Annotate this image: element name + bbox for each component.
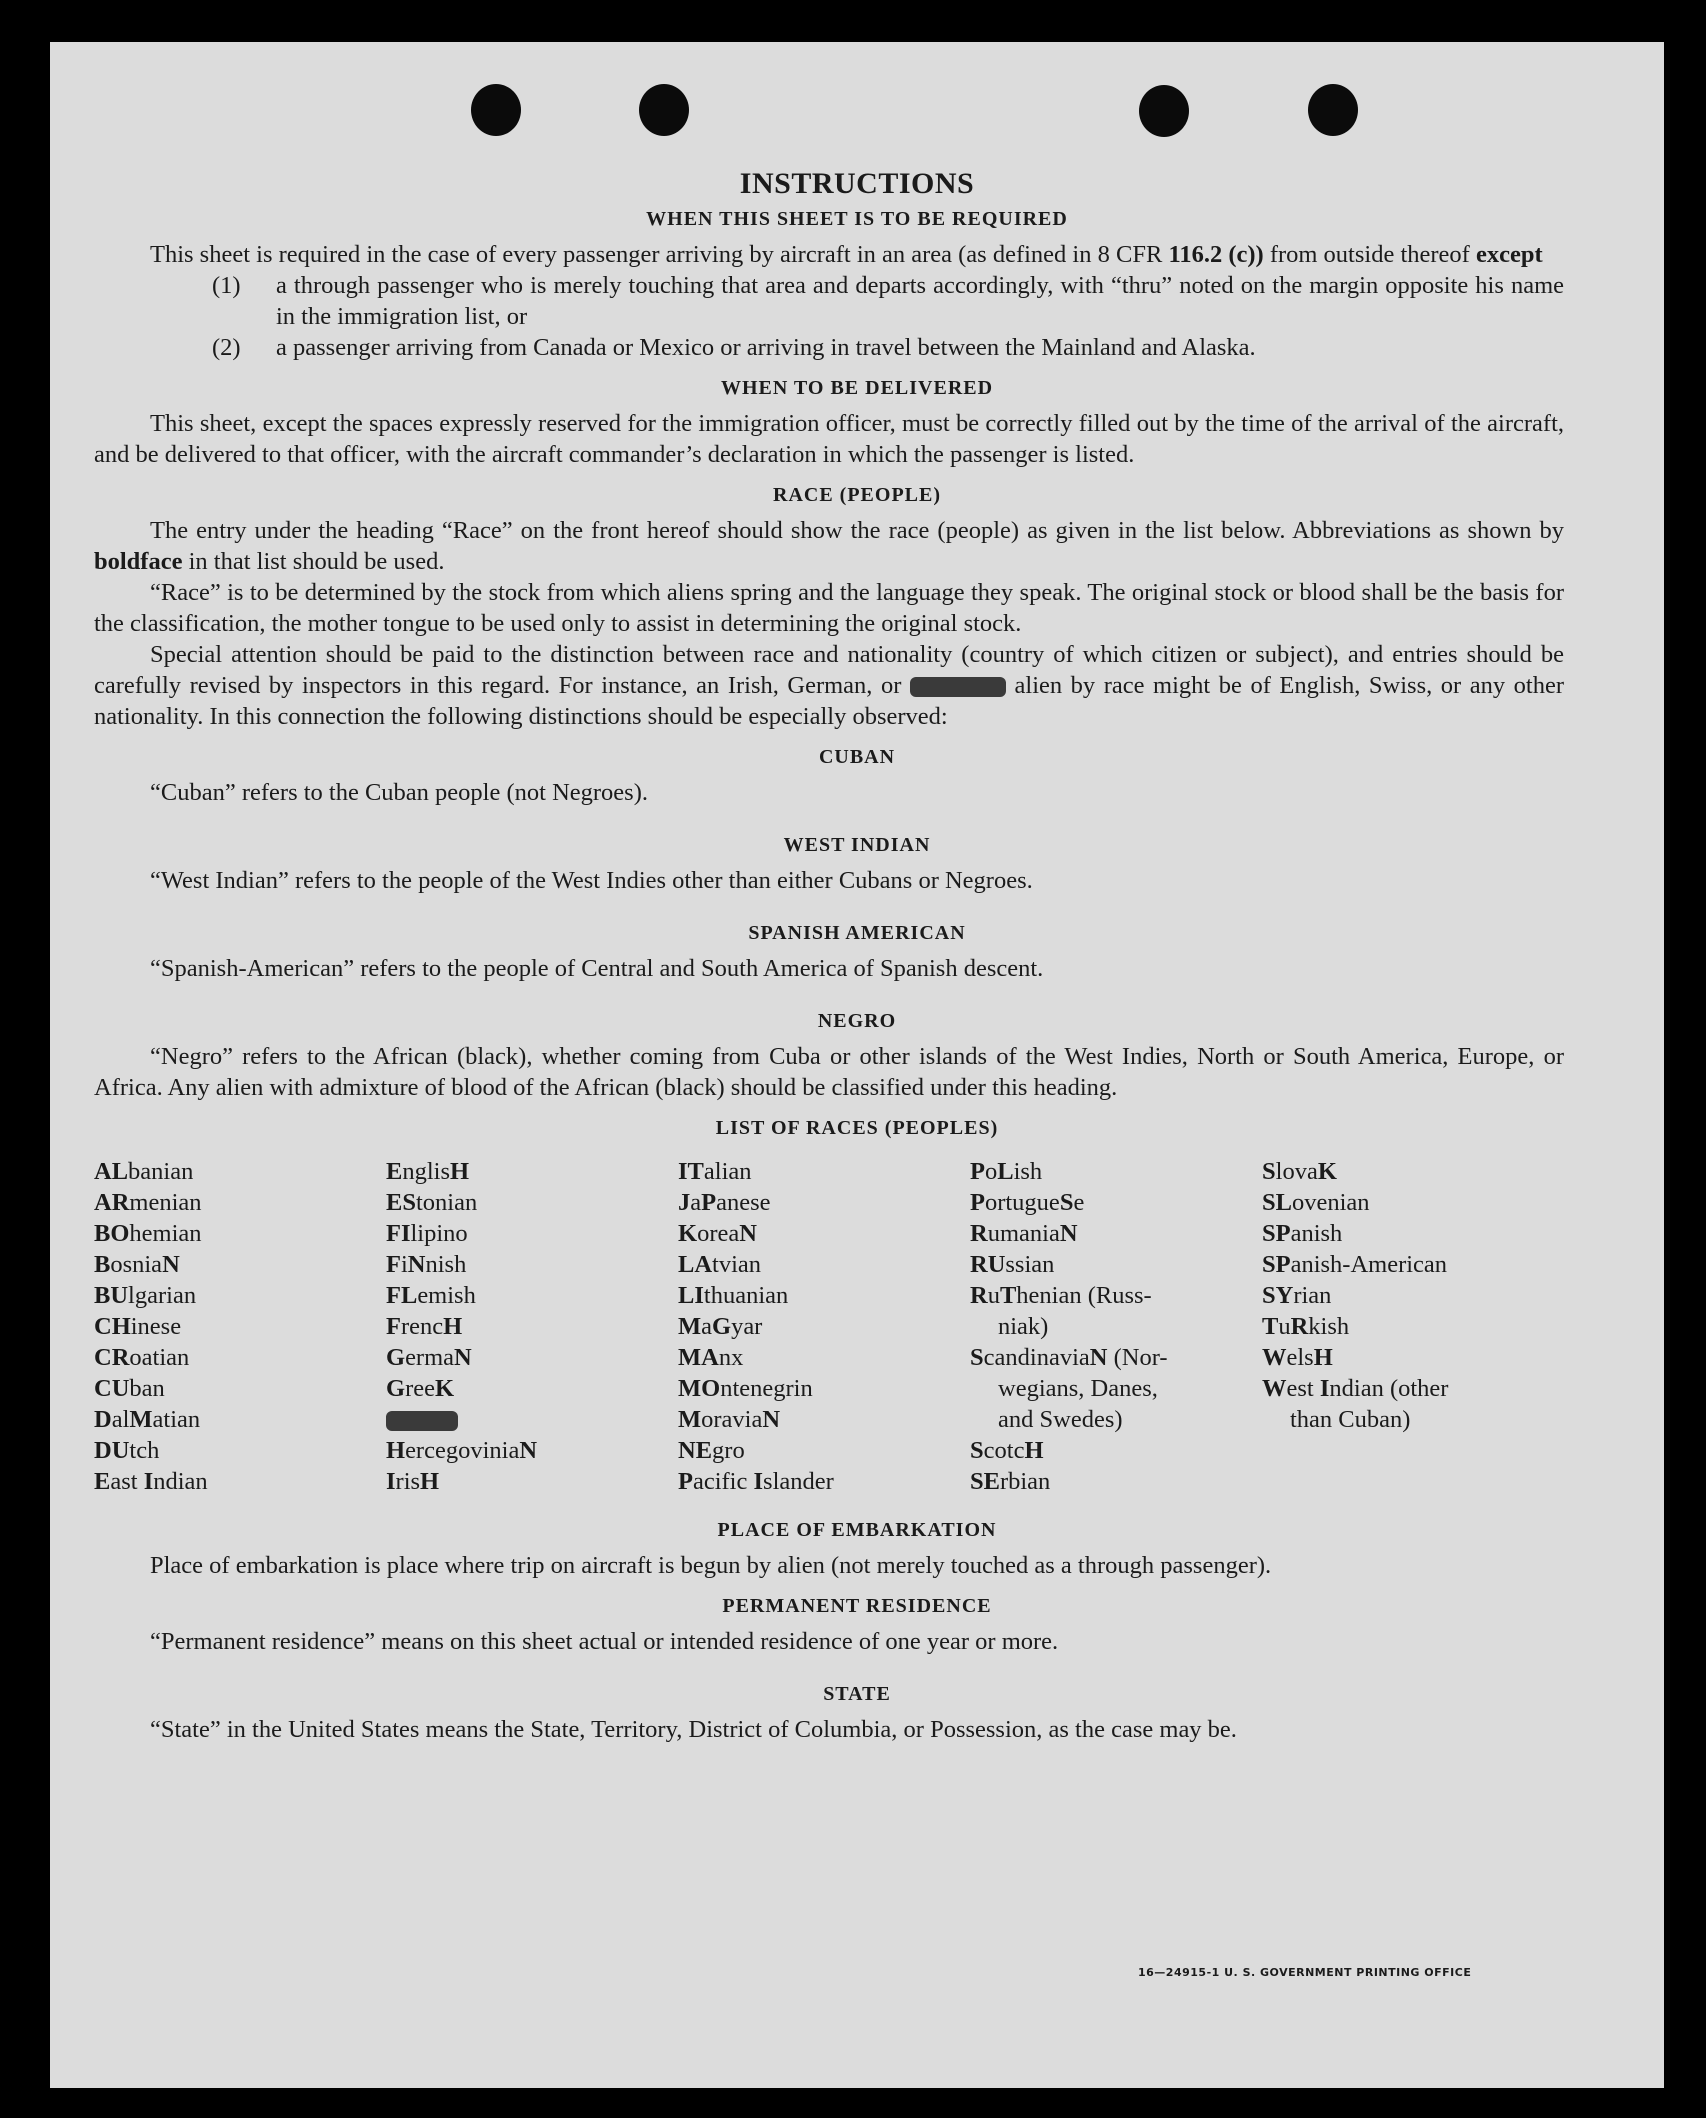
race-paragraph-1: The entry under the heading “Race” on the front hereof should show the race (people) as given in the list below. Abbreviations as shown by boldface in that list should be used. <box>94 517 1564 575</box>
races-column <box>970 1156 1262 1497</box>
race-entry: FLemish <box>386 1282 476 1309</box>
section-heading-west-indian: WEST INDIAN <box>783 834 931 856</box>
race-entry: wegians, Danes, <box>998 1375 1158 1402</box>
race-entry: Pacific Islander <box>678 1468 834 1495</box>
races-list <box>94 1156 1564 1497</box>
section-heading-cuban: CUBAN <box>818 746 896 768</box>
race-entry: TuRkish <box>1262 1313 1350 1340</box>
section-heading-state: STATE <box>823 1683 891 1705</box>
race-entry: GermaN <box>386 1344 472 1371</box>
race-entry: than Cuban) <box>1290 1406 1411 1433</box>
embarkation-text: Place of embarkation is place where trip on aircraft is begun by alien (not merely touched as a through passenger). <box>150 1552 1272 1579</box>
race-entry: KoreaN <box>678 1220 757 1247</box>
race-entry: CRoatian <box>94 1344 190 1371</box>
when-required-intro: This sheet is required in the case of every passenger arriving by aircraft in an area (as defined in 8 CFR 116.2 (c)) from outside thereof except <box>150 241 1543 268</box>
race-entry: FrencH <box>386 1313 463 1340</box>
race-paragraph-3: Special attention should be paid to the distinction between race and nationality (country of which citizen or subject), and entries should be carefully revised by inspectors in this regard. For instance, an Irish, German, or alien by race might be of English, Swiss, or any other nationality. In this connection the following distinctions should be especially observed: <box>94 641 1565 730</box>
race-entry: East Indian <box>94 1468 208 1495</box>
race-entry: DUtch <box>94 1437 160 1464</box>
race-entry: RUssian <box>970 1251 1055 1278</box>
race-paragraph-2: “Race” is to be determined by the stock from which aliens spring and the language they speak. The original stock or blood shall be the basis for the classification, the mother tongue to be used only to assist in determining the original stock. <box>94 579 1564 637</box>
race-entry: DalMatian <box>94 1406 201 1433</box>
race-entry: WelsH <box>1262 1344 1333 1371</box>
race-entry: EStonian <box>386 1189 478 1216</box>
race-entry: ScandinaviaN (Nor- <box>970 1344 1168 1371</box>
punch-hole <box>471 84 521 136</box>
punch-hole <box>639 84 689 136</box>
section-heading-list-of-races: LIST OF RACES (PEOPLES) <box>715 1117 999 1139</box>
race-entry: NEgro <box>678 1437 745 1464</box>
section-heading-embarkation: PLACE OF EMBARKATION <box>717 1519 997 1541</box>
race-entry: HercegoviniaN <box>386 1437 538 1464</box>
race-entry: BosniaN <box>94 1251 180 1278</box>
races-column <box>678 1156 970 1497</box>
races-column <box>94 1156 386 1497</box>
printer-footer: 16—24915-1 U. S. GOVERNMENT PRINTING OFFICE <box>1138 1966 1472 1979</box>
race-entry: SPanish-American <box>1262 1251 1448 1278</box>
race-entry: SLovenian <box>1262 1189 1370 1216</box>
document-sheet <box>50 42 1664 2088</box>
race-entry: EnglisH <box>386 1158 470 1185</box>
races-column <box>386 1156 678 1497</box>
race-entry: BOhemian <box>94 1220 202 1247</box>
race-entry: ARmenian <box>94 1189 202 1216</box>
punch-hole <box>1139 85 1189 137</box>
race-entry: RumaniaN <box>970 1220 1078 1247</box>
when-delivered-text: This sheet, except the spaces expressly reserved for the immigration officer, must be correctly filled out by the time of the arrival of the aircraft, and be delivered to that officer, with the aircraft commander’s declaration in which the passenger is listed. <box>94 410 1564 468</box>
list-item: (2) a passenger arriving from Canada or Mexico or arriving in travel between the Mainland and Alaska. <box>212 334 1256 361</box>
race-entry: ALbanian <box>94 1158 194 1185</box>
instructions-content <box>94 164 1564 1745</box>
race-entry: niak) <box>998 1313 1049 1340</box>
section-heading-residence: PERMANENT RESIDENCE <box>722 1595 992 1617</box>
section-heading-when-delivered: WHEN TO BE DELIVERED <box>720 377 994 399</box>
race-entry: PortugueSe <box>970 1189 1085 1216</box>
race-entry: SPanish <box>1262 1220 1343 1247</box>
residence-text: “Permanent residence” means on this sheet actual or intended residence of one year or more. <box>150 1628 1059 1655</box>
race-entry: LAtvian <box>678 1251 762 1278</box>
race-entry: GreeK <box>386 1375 455 1402</box>
race-entry: IrisH <box>386 1468 440 1495</box>
section-heading-race: RACE (PEOPLE) <box>773 484 941 506</box>
race-entry: CHinese <box>94 1313 182 1340</box>
race-entry: MoraviaN <box>678 1406 781 1433</box>
spanish-american-text: “Spanish-American” refers to the people of Central and South America of Spanish descent. <box>150 955 1044 982</box>
section-heading-negro: NEGRO <box>817 1010 897 1032</box>
race-entry <box>386 1404 678 1435</box>
race-entry: West Indian (other <box>1262 1375 1449 1402</box>
punch-hole <box>1308 84 1358 136</box>
race-entry: LIthuanian <box>678 1282 789 1309</box>
race-entry: ScotcH <box>970 1437 1044 1464</box>
race-entry: SErbian <box>970 1468 1051 1495</box>
race-entry: RuThenian (Russ- <box>970 1282 1152 1309</box>
redaction-mark <box>910 677 1006 697</box>
cuban-text: “Cuban” refers to the Cuban people (not Negroes). <box>150 779 648 806</box>
races-column <box>1262 1156 1522 1497</box>
race-entry: CUban <box>94 1375 165 1402</box>
redaction-mark <box>386 1411 458 1431</box>
race-entry: MaGyar <box>678 1313 763 1340</box>
race-entry: FIlipino <box>386 1220 468 1247</box>
list-item: (1) a through passenger who is merely touching that area and departs accordingly, with “thru” noted on the margin opposite his name in the immigration list, or <box>212 272 1564 330</box>
race-entry: BUlgarian <box>94 1282 197 1309</box>
west-indian-text: “West Indian” refers to the people of the West Indies other than either Cubans or Negroes. <box>150 867 1033 894</box>
page-title: INSTRUCTIONS <box>739 167 975 200</box>
race-entry: and Swedes) <box>998 1406 1123 1433</box>
negro-text: “Negro” refers to the African (black), whether coming from Cuba or other islands of the West Indies, North or South America, Europe, or Africa. Any alien with admixture of blood of the African (black) should be classified under this heading. <box>94 1043 1564 1101</box>
race-entry: MAnx <box>678 1344 744 1371</box>
race-entry: PoLish <box>970 1158 1043 1185</box>
race-entry: MOntenegrin <box>678 1375 813 1402</box>
race-entry: SlovaK <box>1262 1158 1337 1185</box>
state-text: “State” in the United States means the State, Territory, District of Columbia, or Possession, as the case may be. <box>150 1716 1237 1743</box>
race-entry: FiNnish <box>386 1251 467 1278</box>
race-entry: JaPanese <box>678 1189 771 1216</box>
section-heading-when-required: WHEN THIS SHEET IS TO BE REQUIRED <box>646 208 1068 230</box>
section-heading-spanish-american: SPANISH AMERICAN <box>748 922 966 944</box>
race-entry: SYrian <box>1262 1282 1332 1309</box>
race-entry: ITalian <box>678 1158 752 1185</box>
